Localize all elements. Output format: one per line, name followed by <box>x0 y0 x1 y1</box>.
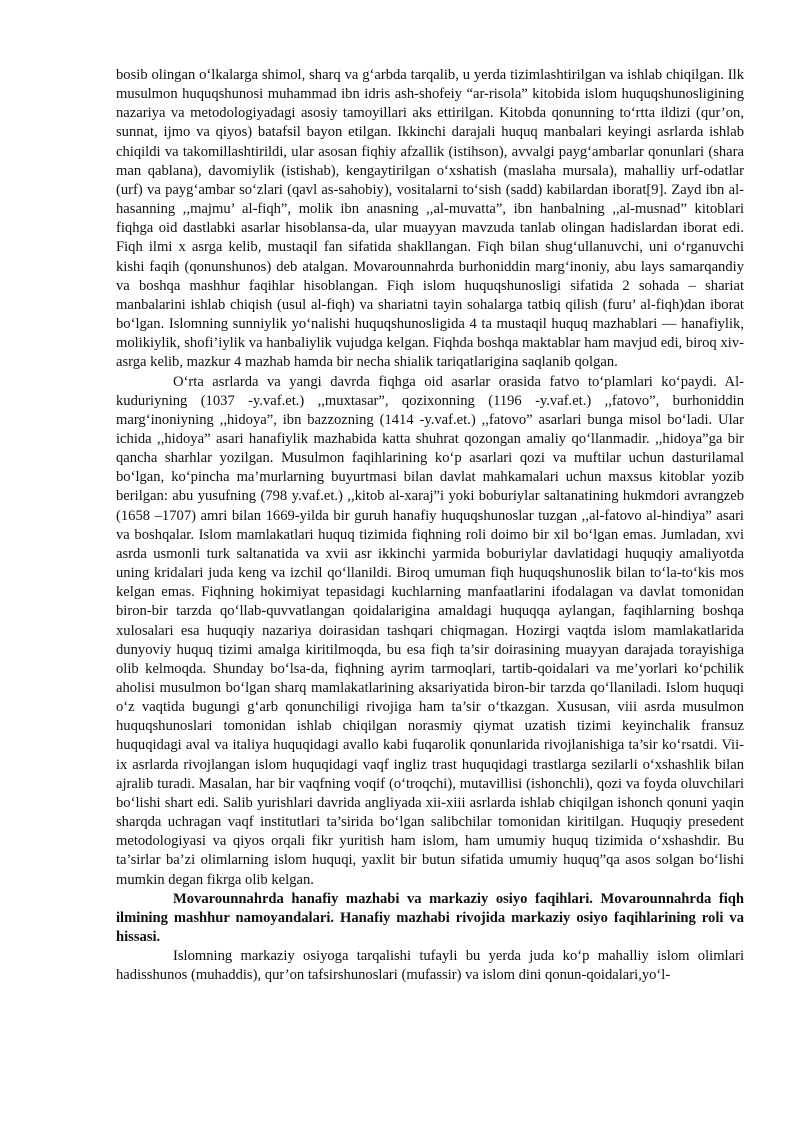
paragraph-fatvo-collections: O‘rta asrlarda va yangi davrda fiqhga oid asarlar orasida fatvo to‘plamlari ko‘paydi. Al-kuduriyning (1037 -y.vaf.et.) ,,muxtasar”, qozixonning (1196 -y.vaf.et.) ,,fatovo”, burhoniddin marg‘inoniyning ,,hidoya”, ibn bazzozning (1414 -y.vaf.et.) ,,fatovo” asarlari bunga misol bo‘ladi. Ular ichida ,,hidoya” asari hanafiylik mazhabida katta shuhrat qozongan amaliy qo‘llanmadir. ,,hidoya”ga bir qancha sharhlar yozilgan. Musulmon faqihlarining ko‘p asarlari qozi va muftilar uchun dasturilamal bo‘lgan, ko‘pincha ma’murlarning buyurtmasi bilan davlat mahkamalari uchun maxsus kitoblar yozib berilgan: abu yusufning (798 y.vaf.et.) ,,kitob al-xaraj”i yoki boburiylar saltanatining hukmdori avrangzeb (1658 –1707) amri bilan 1669-yilda bir guruh hanafiy huquqshunoslar tuzgan ,,al-fatovo al-hindiya” asari va boshqalar. Islom mamlakatlari huquq tizimida fiqhning roli doimo bir xil bo‘lgan emas. Jumladan, xvi asrda usmonli turk saltanatida va xvii asr ikkinchi yarmida boburiylar davlatidagi huquqiy amaliyotda uning kridalari juda keng va izchil qo‘llanildi. Biroq umuman fiqh huquqshunoslik bilan to‘la-to‘kis mos kelgan emas. Fiqhning hokimiyat tepasidagi kuchlarning manfaatlarini ifodalagan va davlat tomonidan biron-bir tarzda qo‘llab-quvvatlangan qoidalarigina amaldagi huquqqa aylangan, faqihlarning boshqa xulosalari esa huquqiy nazariya doirasidan tashqari chiqmagan. Hozirgi vaqtda islom mamlakatlarida dunyoviy huquq tizimi amalga kiritilmoqda, bu esa fiqh ta’sir doirasining muayyan darajada torayishiga olib kelmoqda. Shunday bo‘lsa-da, fiqhning ayrim tarmoqlari, tartib-qoidalari va me’yorlari ko‘pchilik aholisi musulmon bo‘lgan sharq mamlakatlarining aksariyatida biron-bir tarzda qo‘llaniladi. Islom huquqi o‘z vaqtida bugungi g‘arb qonunchiligi rivojiga ham ta’sir o‘tkazgan. Xususan, viii asrda musulmon huquqshunoslari tomonidan ishlab chiqilgan norasmiy qiymat uzatish tizimi keyinchalik fransuz huquqidagi aval va italiya huquqidagi avallo kabi fuqarolik qonunlarida rivojlanishiga ta’sir ko‘rsatdi. Vii-ix asrlarda rivojlangan islom huquqidagi vaqf ingliz trast huquqidagi trastlarga sezilarli o‘xshashlik bilan ajralib turadi. Masalan, har bir vaqfning voqif (o‘troqchi), mutavillisi (ishonchli), qozi va foyda oluvchilari bo‘lishi shart edi. Salib yurishlari davrida angliyada xii-xiii asrlarda ishlab chiqilgan ishonch qonuni yaqin sharqda uchragan vaqf institutlari ta’sirida bo‘lgan salibchilar tomonidan kiritilgan. Huquqiy presedent metodologiyasi va qiyos orqali fikr yuritish ham islom, ham umumiy huquq tizimida o‘xshashdir. Bu ta’sirlar ba’zi olimlarning islom huquqi, yaxlit bir butun sifatida umumiy huquq”qa asos solgan bo‘lishi mumkin degan fikrga olib kelgan. <box>116 373 744 888</box>
section-heading: Movarounnahrda hanafiy mazhabi va markaziy osiyo faqihlari. Movarounnahrda fiqh ilmining mashhur namoyandalari. Hanafiy mazhabi rivojida markaziy osiyo faqihlarining roli va hissasi. <box>116 890 744 946</box>
paragraph-central-asia: Islomning markaziy osiyoga tarqalishi tufayli bu yerda juda ko‘p mahalliy islom olimlari hadisshunos (muhaddis), qur’on tafsirshunoslari (mufassir) va islom dini qonun-qoidalari,yo‘l- <box>116 948 744 984</box>
document-page <box>116 66 744 986</box>
paragraph-continuation: bosib olingan o‘lkalarga shimol, sharq va g‘arbda tarqalib, u yerda tizimlashtirilgan va ishlab chiqilgan. Ilk musulmon huquqshunosi muhammad ibn idris ash-shofeiy “ar-risola” kitobida islom huquqshunosligining nazariya va metodologiyadagi asosiy tamoyillari aks ettirilgan. Kitobda qonunning to‘rtta ildizi (qur’on, sunnat, ijmo va qiyos) batafsil bayon etilgan. Ikkinchi darajali huquq manbalari keyingi asrlarda ishlab chiqildi va takomillashtirildi, ular asosan fiqhiy afzallik (istihson), avvalgi payg‘ambarlar qonunlari (shara man qablana), davomiylik (istishab), kengaytirilgan o‘xshatish (maslaha mursala), mahalliy urf-odatlar (urf) va payg‘ambar so‘zlari (qavl as-sahobiy), vositalarni to‘sish (sadd) kabilardan iborat[9]. Zayd ibn al-hasanning ,,majmu’ al-fiqh”, molik ibn anasning ,,al-muvatta”, ibn hanbalning ,,al-musnad” kitoblari fiqhga oid dastlabki asarlar hisoblansa-da, ular muayyan mavzuda tanlab olingan hadislardan iborat edi. Fiqh ilmi x asrga kelib, mustaqil fan sifatida shakllangan. Fiqh bilan shug‘ullanuvchi, uni o‘rganuvchi kishi faqih (qonunshunos) deb atalgan. Movarounnahrda burhoniddin marg‘inoniy, abu lays samarqandiy va boshqa mashhur faqihlar hisoblangan. Fiqh islom huquqshunosligi sifatida 2 sohada – shariat manbalarini ishlab chiqish (usul al-fiqh) va shariatni tayin sohalarga tatbiq qilish (furu’ al-fiqh)dan iborat bo‘lgan. Islomning sunniylik yo‘nalishi huquqshunosligida 4 ta mustaqil huquq mazhablari — hanafiylik, molikiylik, shofi’iylik va hanbaliylik vujudga kelgan. Fiqhda boshqa maktablar ham mavjud edi, biroq xiv-asrga kelib, mazkur 4 mazhab hamda bir necha shialik tariqatlarigina saqlanib qolgan. <box>116 67 744 371</box>
